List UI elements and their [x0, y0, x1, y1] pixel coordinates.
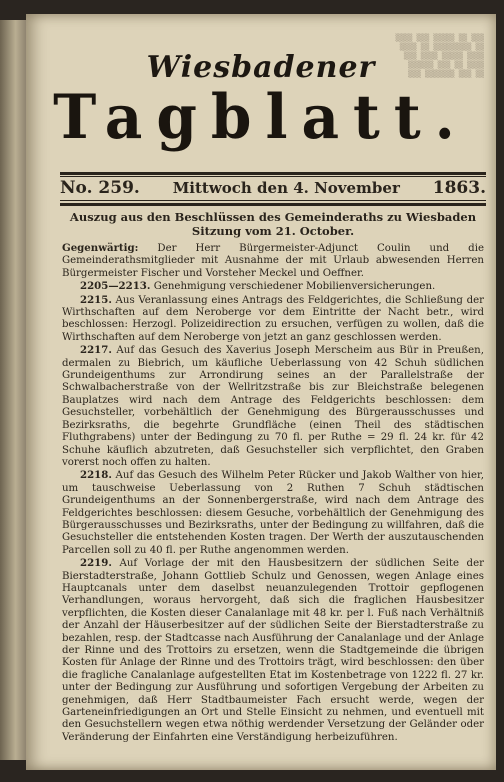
resolution-item: [62, 469, 484, 557]
dateline-rule-bottom-thin: [60, 200, 486, 201]
resolution-text: Genehmigung verschiedener Mobilienversicherungen.: [153, 281, 436, 293]
resolution-text: Auf das Gesuch des Xaverius Joseph Merscheim aus Bür in Preußen, dermalen zu Biebrich, um käufliche Ueberlassung von 42 Schuh südlichen Grundeigenthums zur Arrondirung seines an der Parallelstraße der Schwalbacherstraße von der Wellritzstraße bis zur Bleichstraße belegenen Bauplatzes wird nach dem Antrage des Feldgerichts beschlossen: dem Gesuchsteller, vorbehältlich der Genehmigung des Bürgerausschusses und Bezirksraths, die begehrte Grundfläche (einen Theil des städtischen Fluthgrabens) unter der Bedingung zu 70 fl. per Ruthe = 29 fl. 24 kr. für 42 Schuhe käuflich abzutreten, daß Gesuchsteller sich verpflichtet, den Graben vorerst noch offen zu halten.: [62, 345, 484, 468]
masthead-title-main: Tagblatt.: [53, 81, 469, 153]
resolution-item: [62, 557, 484, 744]
resolution-item: [62, 294, 484, 345]
resolution-number: 2215.: [80, 293, 112, 306]
resolution-number: 2218.: [80, 469, 112, 482]
newspaper-page: [26, 14, 496, 770]
dateline-rule-top-thin: [60, 176, 486, 177]
resolution-number: 2219.: [80, 557, 112, 570]
resolution-number: 2205—2213.: [80, 280, 151, 293]
attendance-paragraph: [62, 242, 484, 280]
resolution-text: Auf Vorlage der mit den Hausbesitzern der südlichen Seite der Bierstadterstraße, Johann Gottlieb Schulz und Genossen, wegen Anlage eines Hauptcanals unter dem daselbst neuanzulegenden Trottoir gepflogenen Verhandlungen, woraus hervorgeht, daß sich die fraglichen Hausbesitzer verpflichten, die Kosten dieser Canalanlage mit 48 kr. per l. Fuß nach Verhältniß der Anzahl der Häuserbesitzer auf der südlichen Seite der Bierstadterstraße zu bezahlen, resp. der Stadtcasse nach Ausführung der Canalanlage und der Anlage der Rinne und des Trottoirs zu ersetzen, wenn die Stadtgemeinde die übrigen Kosten für Anlage der Rinne und des Trottoirs trägt, wird beschlossen: den über die fragliche Canalanlage aufgestellten Etat im Kostenbetrage von 1222 fl. 27 kr. unter der Bedingung zur Ausführung und sofortigen Vergebung der Arbeiten zu genehmigen, daß Herr Stadtbaumeister Fach ersucht werde, wegen der Garteneinfriedigungen an Ort und Stelle Einsicht zu nehmen, und eventuell mit den Gesuchstellern wegen etwa nöthig werdender Versetzung der Geländer oder Veränderung der Einfahrten eine Verständigung herbeizuführen.: [62, 558, 484, 743]
resolution-text: Auf das Gesuch des Wilhelm Peter Rücker und Jakob Walther von hier, um tauschweise Ueberlassung von 2 Ruthen 7 Schuh städtischen Grundeigenthums an der Sonnenbergerstraße, wird nach dem Antrage des Feldgerichtes beschlossen: diesem Gesuche, vorbehältlich der Genehmigung des Bürgerausschusses und Bezirksraths, unter der Bedingung zu willfahren, daß die Gesuchsteller die entstehenden Kosten tragen. Der Werth der auszutauschenden Parcellen soll zu 40 fl. per Ruthe angenommen werden.: [62, 470, 484, 556]
issue-year: 1863.: [432, 178, 486, 198]
attendance-text: Der Herr Bürgermeister-Adjunct Coulin und die Gemeinderathsmitglieder mit Ausnahme der mit Urlaub abwesenden Herren Bürgermeister Fischer und Vorsteher Meckel und Oeffner.: [62, 243, 484, 279]
article-heading: Auszug aus den Beschlüssen des Gemeinderaths zu Wiesbaden Sitzung vom 21. October.: [69, 210, 477, 238]
issue-number: No. 259.: [60, 178, 140, 198]
resolution-number: 2217.: [80, 344, 112, 357]
dateline-rule-bottom: [60, 203, 486, 206]
resolution-item: [62, 344, 484, 469]
article: [62, 210, 484, 744]
resolution-item: [62, 280, 484, 293]
attendance-label: Gegenwärtig:: [62, 242, 139, 254]
resolution-text: Aus Veranlassung eines Antrags des Feldgerichtes, die Schließung der Wirthschaften auf dem Neroberge vor dem Eintritte der Nacht betr., wird beschlossen: Herzogl. Polizeidirection zu ersuchen, verfügen zu wollen, daß die Wirthschaften auf dem Neroberge von jetzt an ganz geschlossen werden.: [62, 294, 484, 343]
masthead: [26, 50, 496, 151]
dateline: [60, 178, 486, 198]
left-page-edge: [0, 20, 26, 760]
dateline-rule-top: [60, 172, 486, 175]
bleed-through-text: ▒▒▒▒ ▒▒▒ ▒▒▒▒▒ ▒▒ ▒▒▒ ▒▒▒▒ ▒▒ ▒▒▒▒▒▒▒▒▒ ▒▒ ▒▒▒ ▒▒▒▒ ▒▒▒▒▒ ▒▒▒▒ ▒▒▒▒▒▒ ▒▒▒ ▒▒ ▒▒▒▒ ▒▒▒ ▒▒▒▒▒▒▒ ▒▒▒ ▒▒: [395, 34, 484, 78]
issue-date: Mittwoch den 4. November: [172, 179, 400, 197]
masthead-title-top: Wiesbadener: [146, 50, 376, 85]
